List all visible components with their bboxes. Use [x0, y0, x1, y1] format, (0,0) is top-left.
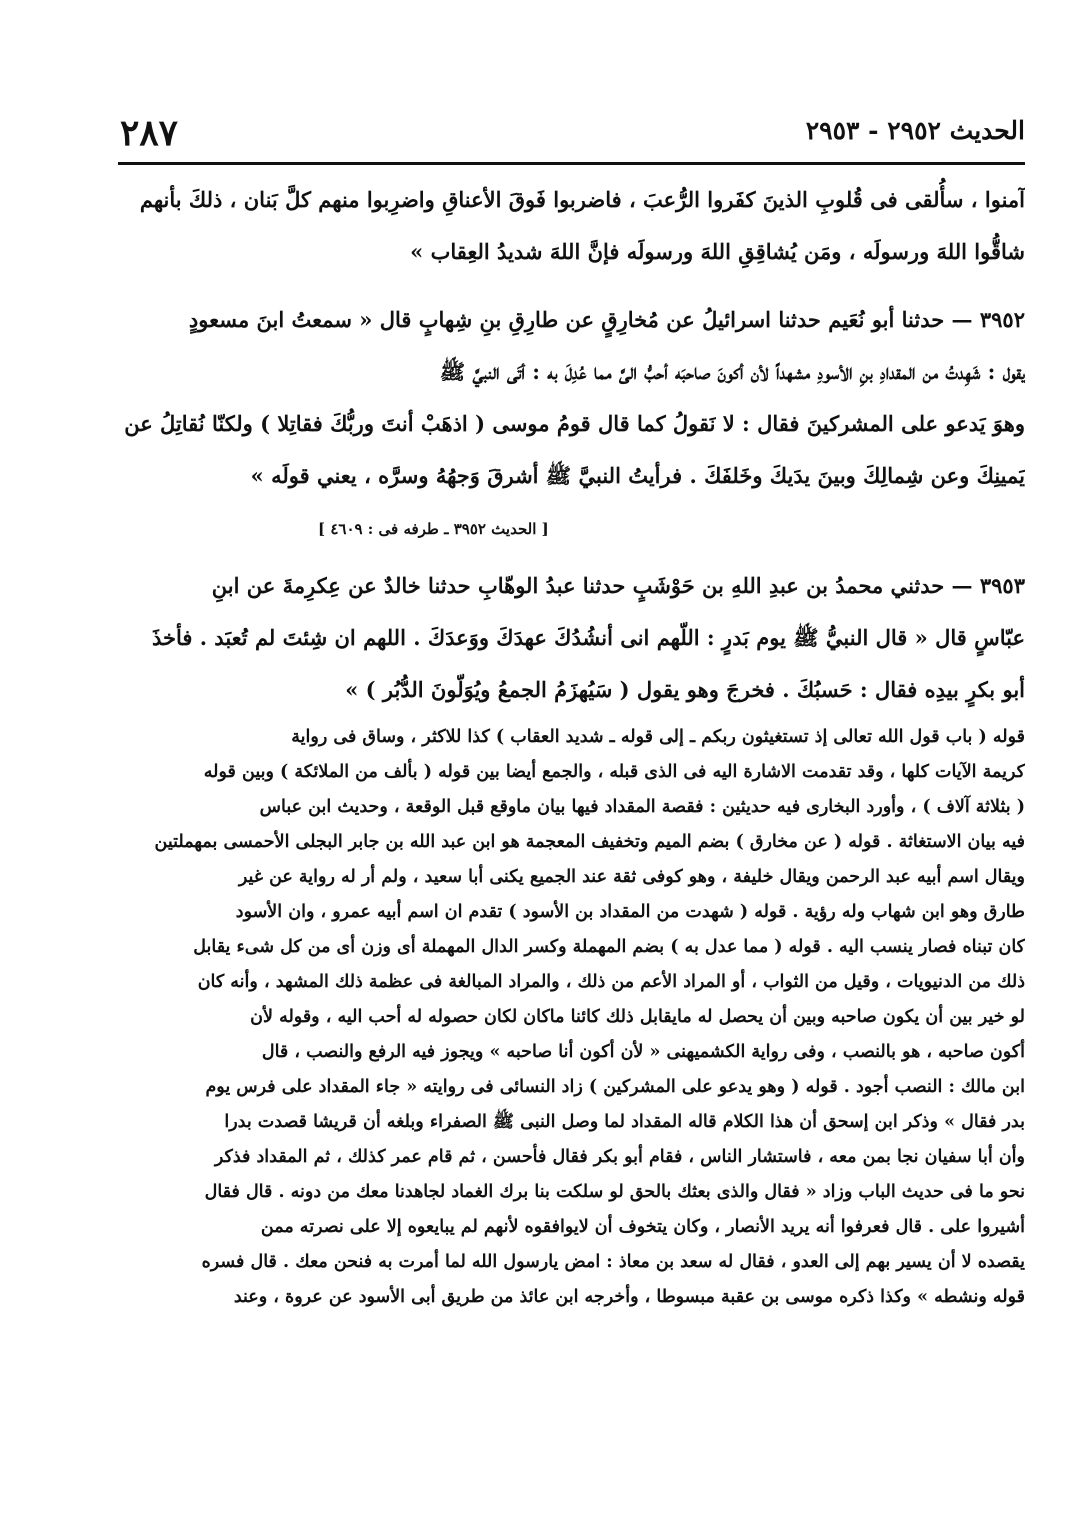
page-header	[120, 112, 1025, 160]
matn-line: أبو بكرٍ بيدِه فقال : حَسبُكَ . فخرجَ وهو يقول ( سَيُهزَمُ الجمعُ ويُوَلّونَ الدُّبُر ) »	[345, 677, 1025, 702]
commentary-line: يقصده لا أن يسير بهم إلى العدو ، فقال له سعد بن معاذ : امض يارسول الله لما أمرت به فنحن معك . قال فسره	[201, 1252, 1025, 1272]
matn-line: عبّاسٍ قال « قال النبيُّ ﷺ يوم بَدرٍ : اللّهم انى أنشُدُكَ عهدَكَ ووَعدَكَ . اللهم ان شِئتَ لم تُعبَد . فأخذَ	[151, 625, 1025, 650]
commentary-line: ويقال اسم أبيه عبد الرحمن ويقال خليفة ، وهو كوفى ثقة عند الجميع يكنى أبا سعيد ، ولم أر له رواية عن غير	[238, 867, 1025, 887]
commentary-line: ذلك من الدنيويات ، وقيل من الثواب ، أو المراد الأعم من ذلك ، والمراد المبالغة فى عظمة ذلك المشهد ، وأنه كان	[197, 972, 1025, 992]
hadith-cross-reference: [ الحديث ٣٩٥٢ ـ طرفه فى : ٤٦٠٩ ]	[318, 520, 549, 538]
commentary-line: ( بثلاثة آلاف ) ، وأورد البخارى فيه حديثين : فقصة المقداد فيها بيان ماوقع قبل الوقعة ، وحديث ابن عباس	[259, 797, 1025, 817]
matn-line: ٣٩٥٢ — حدثنا أبو نُعَيم حدثنا اسرائيلُ عن مُخارِقٍ عن طارِقِ بنِ شِهابٍ قال « سمعتُ ابنَ مسعودٍ	[188, 307, 1025, 332]
commentary-line: لو خير بين أن يكون صاحبه وبين أن يحصل له مايقابل ذلك كائنا ماكان لكان حصوله له أحب اليه ، وقوله لأن	[250, 1007, 1025, 1027]
commentary-line: طارق وهو ابن شهاب وله رؤية . قوله ( شهدت من المقداد بن الأسود ) تقدم ان اسم أبيه عمرو ، وان الأسود	[235, 902, 1025, 922]
running-head: الحديث ٢٩٥٢ - ٢٩٥٣	[805, 116, 1025, 145]
commentary-line: قوله ونشطه » وكذا ذكره موسى بن عقبة مبسوطا ، وأخرجه ابن عائذ من طريق أبى الأسود عن عروة ، وعند	[233, 1287, 1025, 1307]
commentary-line: أكون صاحبه ، هو بالنصب ، وفى رواية الكشميهنى « لأن أكون أنا صاحبه » ويجوز فيه الرفع والنصب ، قال	[261, 1042, 1025, 1062]
commentary-line: كريمة الآيات كلها ، وقد تقدمت الاشارة اليه فى الذى قبله ، والجمع أيضا بين قوله ( بألف من الملائكة ) وبين قوله	[203, 762, 1025, 782]
header-rule	[118, 162, 1025, 165]
matn-line: يَمينِكَ وعن شِمالِكَ وبينَ يدَيكَ وخَلفَكَ . فرأيتُ النبيَّ ﷺ أشرقَ وَجهُهُ وسرَّه ، يعني قولَه »	[250, 463, 1025, 488]
matn-block-1	[118, 174, 1025, 278]
commentary-block	[118, 720, 1025, 1315]
matn-line: يقول : شَهِدتُ من المقدادِ بنِ الأسودِ مشهداً لأن أكونَ صاحبَه أحبُّ الىَّ مما عُدِلَ به : أتَى النبيَّ ﷺ	[439, 359, 1025, 384]
commentary-line: بدر فقال » وذكر ابن إسحق أن هذا الكلام قاله المقداد لما وصل النبى ﷺ الصفراء وبلغه أن قريشا قصدت بدرا	[224, 1112, 1025, 1132]
commentary-line: قوله ( باب قول الله تعالى إذ تستغيثون ربكم ـ إلى قوله ـ شديد العقاب ) كذا للاكثر ، وساق فى رواية	[291, 727, 1025, 747]
page-number: ٢٨٧	[120, 112, 179, 154]
commentary-line: كان تبناه فصار ينسب اليه . قوله ( مما عدل به ) بضم المهملة وكسر الدال المهملة أى وزن أى من كل شىء يقابل	[193, 937, 1025, 957]
matn-line: شاقُّوا اللهَ ورسولَه ، ومَن يُشاقِقِ اللهَ ورسولَه فإنَّ اللهَ شديدُ العِقاب »	[410, 239, 1025, 264]
commentary-line: نحو ما فى حديث الباب وزاد « فقال والذى بعثك بالحق لو سلكت بنا برك الغماد لجاهدنا معك من دونه . قال فقال	[204, 1182, 1025, 1202]
commentary-line: وأن أبا سفيان نجا بمن معه ، فاستشار الناس ، فقام أبو بكر فقال فأحسن ، ثم قام عمر كذلك ، ثم المقداد فذكر	[214, 1147, 1025, 1167]
matn-line: وهوَ يَدعو على المشركينَ فقال : لا نَقولُ كما قال قومُ موسى ( اذهَبْ أنتَ وربُّكَ فقاتِلا ) ولكنّا نُقاتِلُ عن	[124, 411, 1025, 436]
matn-line: آمنوا ، سأُلقى فى قُلوبِ الذينَ كفَروا الرُّعبَ ، فاضربوا فَوقَ الأعناقِ واضرِبوا منهم كلَّ بَنان ، ذلكَ بأنهم	[139, 187, 1025, 212]
commentary-line: أشيروا على . قال فعرفوا أنه يريد الأنصار ، وكان يتخوف أن لايوافقوه لأنهم لم يبايعوه إلا على نصرته ممن	[260, 1217, 1025, 1237]
commentary-line: ابن مالك : النصب أجود . قوله ( وهو يدعو على المشركين ) زاد النسائى فى روايته « جاء المقداد على فرس يوم	[205, 1077, 1025, 1097]
matn-block-3	[118, 560, 1025, 716]
matn-block-2	[118, 294, 1025, 502]
commentary-line: فيه بيان الاستغاثة . قوله ( عن مخارق ) بضم الميم وتخفيف المعجمة هو ابن عبد الله بن جابر البجلى الأحمسى بمهملتين	[154, 832, 1025, 852]
matn-line: ٣٩٥٣ — حدثني محمدُ بن عبدِ اللهِ بن حَوْشَبٍ حدثنا عبدُ الوهّابِ حدثنا خالدٌ عن عِكرِمةَ عن ابنِ	[211, 573, 1025, 598]
